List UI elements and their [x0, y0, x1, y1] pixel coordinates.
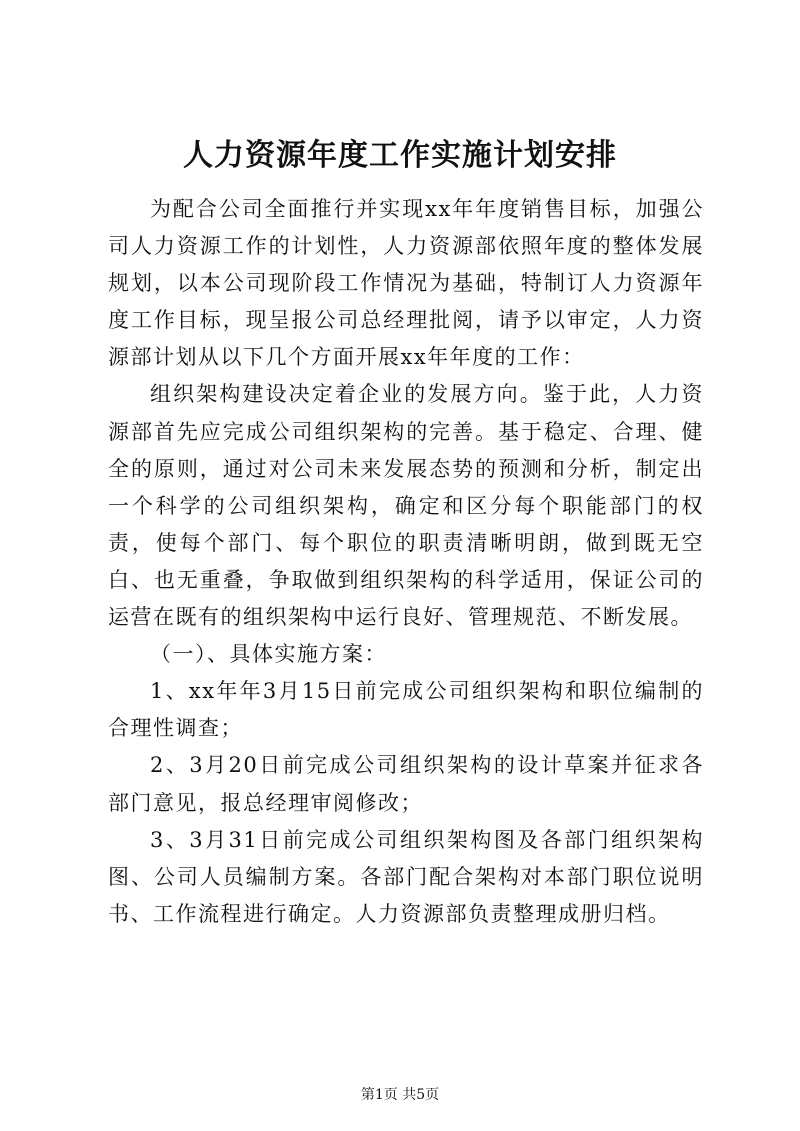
- page-number: 第1页 共5页: [360, 1087, 440, 1103]
- paragraph-intro: 为配合公司全面推行并实现xx年年度销售目标，加强公司人力资源工作的计划性，人力资源部依照年度的整体发展规划，以本公司现阶段工作情况为基础，特制订人力资源年度工作目标，现呈报公司总经理批阅，请予以审定，人力资源部计划从以下几个方面开展xx年年度的工作：: [108, 197, 704, 370]
- list-item-step-1: 1、xx年年3月15日前完成公司组织架构和职位编制的合理性调查；: [108, 679, 704, 741]
- document-title: 人力资源年度工作实施计划安排: [183, 138, 617, 173]
- document-body: [108, 191, 704, 933]
- section-heading-implementation: （一）、具体实施方案：: [150, 642, 387, 667]
- list-item-step-3: 3、3月31日前完成公司组织架构图及各部门组织架构图、公司人员编制方案。各部门配合架构对本部门职位说明书、工作流程进行确定。人力资源部负责整理成册归档。: [108, 827, 704, 926]
- page-footer: [0, 1085, 800, 1105]
- list-item-step-2: 2、3月20日前完成公司组织架构的设计草案并征求各部门意见，报总经理审阅修改；: [108, 753, 704, 815]
- paragraph-org-structure: 组织架构建设决定着企业的发展方向。鉴于此，人力资源部首先应完成公司组织架构的完善。基于稳定、合理、健全的原则，通过对公司未来发展态势的预测和分析，制定出一个科学的公司组织架构，确定和区分每个职能部门的权责，使每个部门、每个职位的职责清晰明朗，做到既无空白、也无重叠，争取做到组织架构的科学适用，保证公司的运营在既有的组织架构中运行良好、管理规范、不断发展。: [108, 382, 704, 630]
